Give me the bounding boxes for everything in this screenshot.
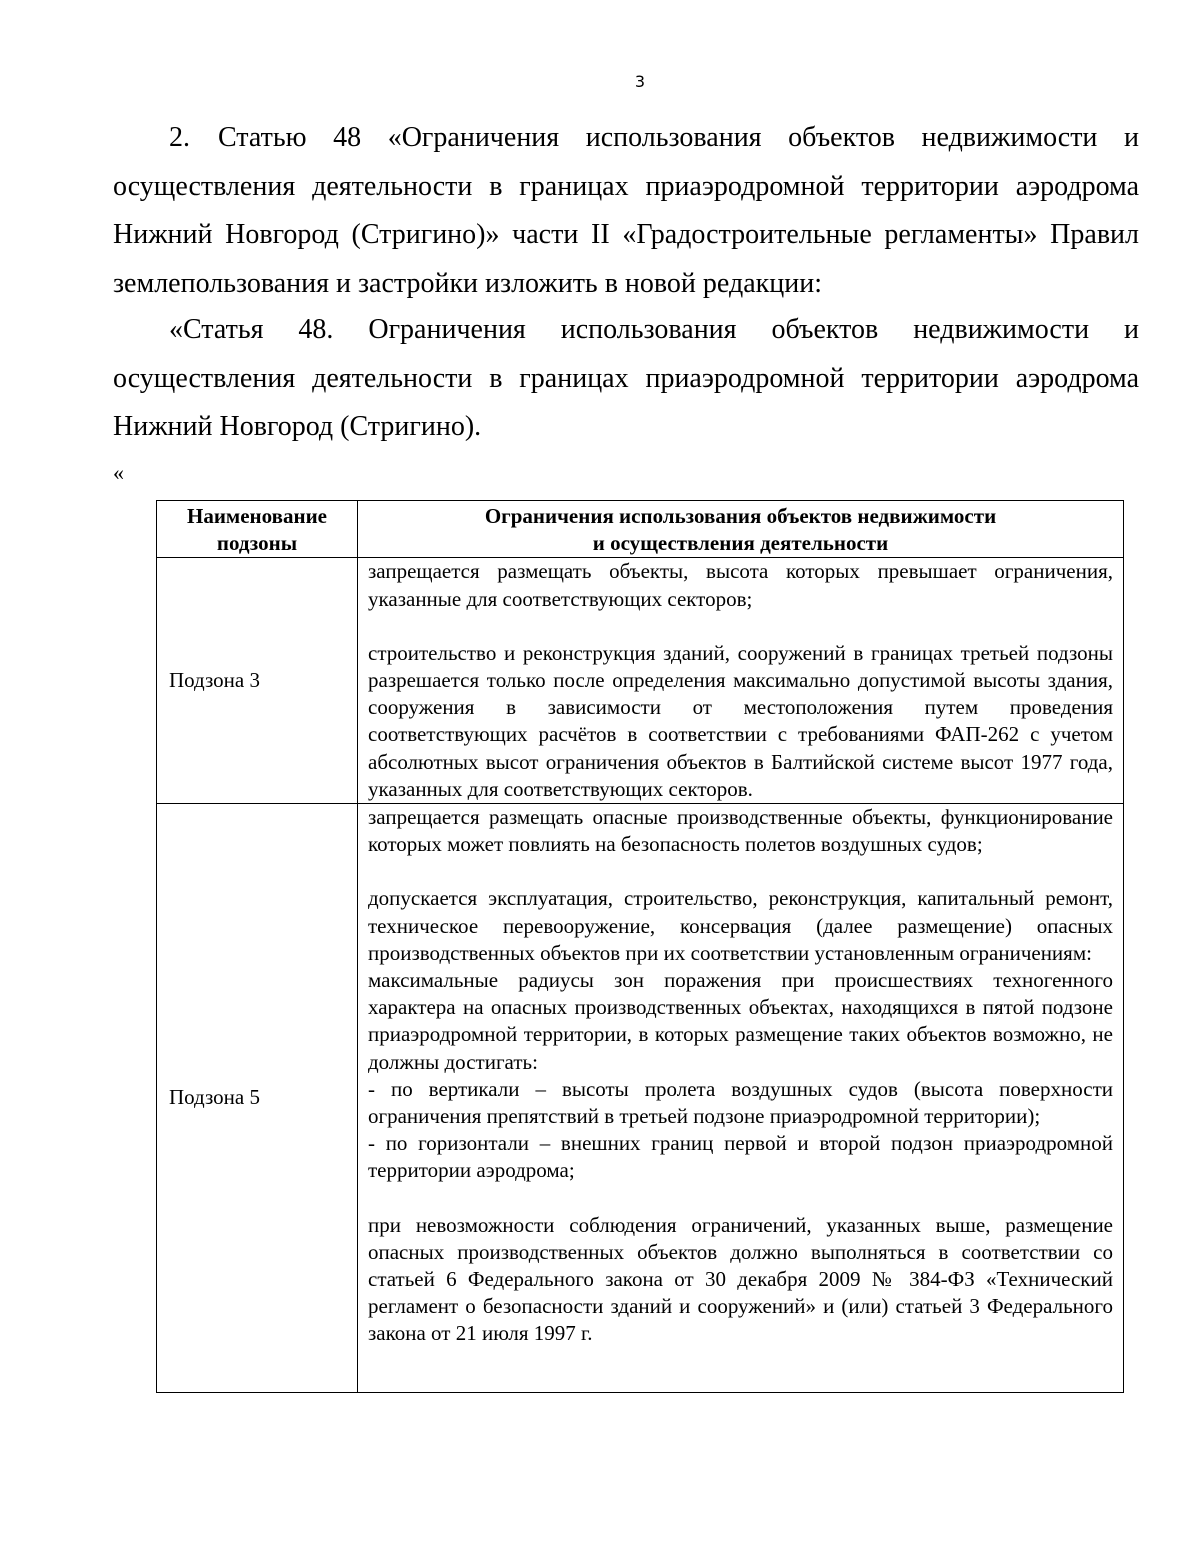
restrictions-cell xyxy=(358,804,1124,1393)
restriction-text: максимальные радиусы зон поражения при происшествиях техногенного характера на опасных производственных объектах, находящихся в пятой подзоне приаэродромной территории, в которых размещение таких объектов возможно, не должны достигать: xyxy=(368,968,1113,1074)
amendment-paragraph: 2. Статью 48 «Ограничения использования объектов недвижимости и осуществления деятельности в границах приаэродромной территории аэродрома Нижний Новгород (Стригино)» части II «Градостроительные регламенты» Правил землепользования и застройки изложить в новой редакции: xyxy=(113,122,1139,299)
header-subzone-name: Наименование подзоны xyxy=(157,501,358,558)
restriction-text: запрещается размещать опасные производственные объекты, функционирование которых может повлиять на безопасность полетов воздушных судов; xyxy=(368,805,1113,857)
restriction-text: допускается эксплуатация, строительство, реконструкция, капитальный ремонт, техническое перевооружение, консервация (далее размещение) опасных производственных объектов при их соответствии установленным ограничениям: xyxy=(368,886,1113,965)
restriction-text: - по вертикали – высоты пролета воздушных судов (высота поверхности ограничения препятствий в третьей подзоне приаэродромной территории); xyxy=(368,1076,1113,1129)
restriction-text: строительство и реконструкция зданий, сооружений в границах третьей подзоны разрешается только после определения максимально допустимой высоты здания, сооружения в зависимости от местоположения путем проведения соответствующих расчётов в соответствии с требованиями ФАП-262 с учетом абсолютных высот ограничения объектов в Балтийской системе высот 1977 года, указанных для соответствующих секторов. xyxy=(368,640,1113,801)
table-row xyxy=(157,804,1124,1393)
page-number: 3 xyxy=(634,72,646,91)
restriction-text: запрещается размещать объекты, высота которых превышает ограничения, указанные для соответствующих секторов; xyxy=(368,559,1113,611)
header-restrictions-line1: Ограничения использования объектов недвижимости xyxy=(484,504,997,528)
header-restrictions-line2: и осуществления деятельности xyxy=(592,531,889,556)
article-title-paragraph: «Статья 48. Ограничения использования объектов недвижимости и осуществления деятельности в границах приаэродромной территории аэродрома Нижний Новгород (Стригино). xyxy=(113,314,1139,442)
header-restrictions xyxy=(358,501,1124,558)
table-row xyxy=(157,558,1124,804)
subzone-name: Подзона 3 xyxy=(157,558,358,804)
table-open-quote: « xyxy=(113,460,124,485)
restrictions-table xyxy=(156,500,1124,1393)
restriction-text: при невозможности соблюдения ограничений, указанных выше, размещение опасных производственных объектов должно выполняться в соответствии со статьей 6 Федерального закона от 30 декабря 2009 № 384-ФЗ «Технический регламент о безопасности зданий и сооружений» и (или) статьей 3 Федерального закона от 21 июля 1997 г. xyxy=(368,1212,1113,1346)
restrictions-cell-content xyxy=(368,804,1113,1392)
restrictions-cell xyxy=(358,558,1124,804)
table-header-row xyxy=(157,501,1124,558)
restriction-text: - по горизонтали – внешних границ первой и второй подзон приаэродромной территории аэродрома; xyxy=(368,1131,1113,1183)
subzone-name: Подзона 5 xyxy=(157,804,358,1393)
